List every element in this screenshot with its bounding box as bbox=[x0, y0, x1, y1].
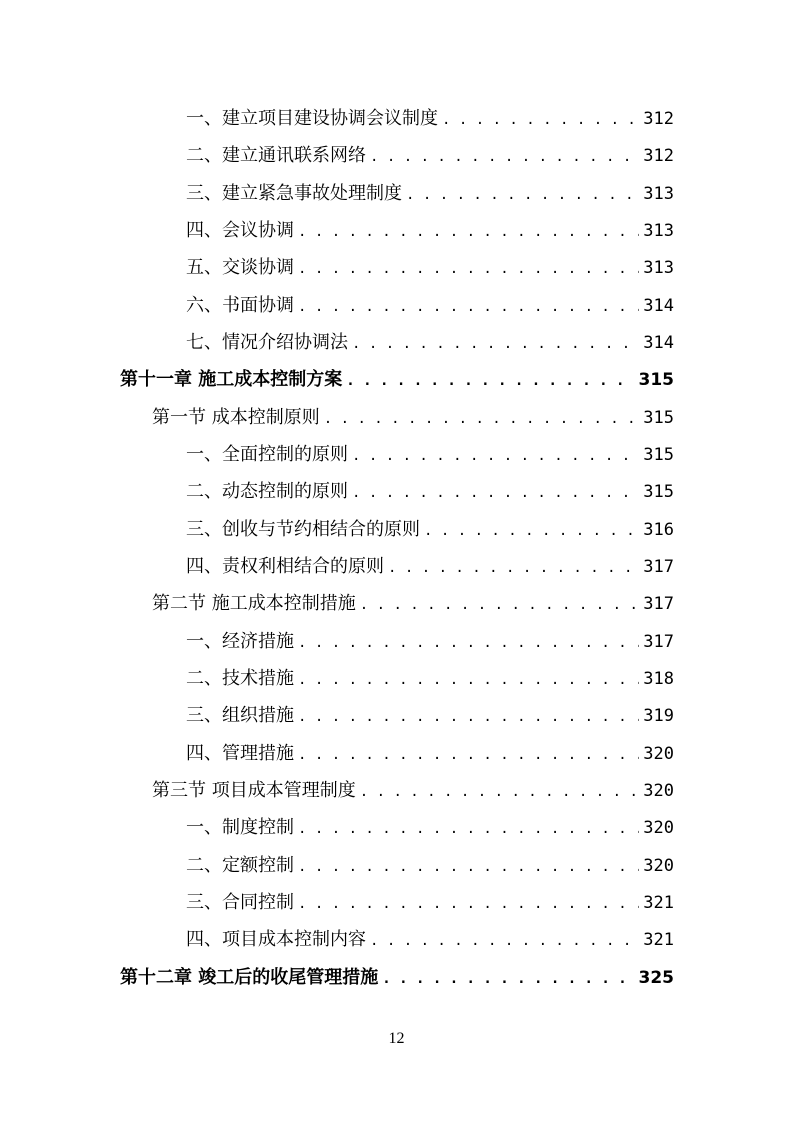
toc-entry[interactable] bbox=[120, 175, 674, 212]
toc-entry-page: 321 bbox=[643, 892, 674, 913]
toc-entry[interactable] bbox=[120, 697, 674, 734]
toc-entry[interactable] bbox=[120, 585, 674, 622]
toc-entry-page: 315 bbox=[643, 482, 674, 503]
toc-entry-title: 第十一章 施工成本控制方案 bbox=[120, 369, 343, 391]
toc-leader-dots bbox=[298, 662, 639, 699]
toc-leader-dots bbox=[298, 886, 639, 923]
toc-leader-dots bbox=[298, 214, 639, 251]
toc-entry[interactable] bbox=[120, 324, 674, 361]
toc-entry-title: 三、组织措施 bbox=[186, 705, 294, 727]
page-number: 12 bbox=[388, 1030, 405, 1047]
toc-entry[interactable] bbox=[120, 511, 674, 548]
toc-entry-page: 314 bbox=[643, 295, 674, 316]
table-of-contents bbox=[120, 100, 674, 996]
toc-entry[interactable] bbox=[120, 921, 674, 958]
toc-entry-page: 313 bbox=[643, 258, 674, 279]
toc-leader-dots bbox=[298, 699, 639, 736]
toc-entry-title: 一、建立项目建设协调会议制度 bbox=[186, 108, 438, 129]
toc-leader-dots bbox=[406, 177, 639, 214]
toc-leader-dots bbox=[388, 550, 639, 587]
toc-entry-page: 319 bbox=[643, 706, 674, 727]
toc-entry[interactable] bbox=[120, 772, 674, 809]
toc-entry-page: 317 bbox=[643, 594, 674, 615]
toc-entry-title: 七、情况介绍协调法 bbox=[186, 331, 348, 353]
toc-entry-page: 317 bbox=[643, 631, 674, 652]
toc-entry[interactable] bbox=[120, 735, 674, 772]
toc-entry-title: 四、会议协调 bbox=[186, 219, 294, 241]
toc-leader-dots bbox=[382, 961, 634, 998]
toc-leader-dots bbox=[298, 849, 639, 886]
toc-entry[interactable] bbox=[120, 548, 674, 585]
toc-leader-dots bbox=[346, 363, 634, 400]
toc-entry[interactable] bbox=[120, 473, 674, 510]
toc-leader-dots bbox=[298, 251, 639, 288]
toc-leader-dots bbox=[298, 625, 639, 662]
toc-entry[interactable] bbox=[120, 809, 674, 846]
toc-leader-dots bbox=[424, 513, 639, 550]
toc-leader-dots bbox=[298, 737, 639, 774]
toc-entry[interactable] bbox=[120, 884, 674, 921]
toc-entry-title: 第一节 成本控制原则 bbox=[152, 406, 320, 428]
toc-entry-title: 第十二章 竣工后的收尾管理措施 bbox=[120, 966, 379, 988]
toc-entry-title: 二、技术措施 bbox=[186, 667, 294, 689]
toc-entry[interactable] bbox=[120, 660, 674, 697]
toc-leader-dots bbox=[370, 923, 639, 960]
toc-entry-title: 六、书面协调 bbox=[186, 294, 294, 316]
toc-leader-dots bbox=[352, 326, 639, 363]
toc-entry[interactable] bbox=[120, 137, 674, 174]
toc-entry-page: 320 bbox=[643, 780, 674, 801]
toc-entry-page: 314 bbox=[643, 332, 674, 353]
toc-entry-title: 三、合同控制 bbox=[186, 891, 294, 913]
toc-entry-page: 313 bbox=[643, 183, 674, 204]
toc-entry[interactable] bbox=[120, 361, 674, 398]
toc-entry-title: 第三节 项目成本管理制度 bbox=[152, 779, 356, 801]
toc-entry-title: 三、建立紧急事故处理制度 bbox=[186, 182, 402, 204]
toc-entry[interactable] bbox=[120, 212, 674, 249]
toc-entry-page: 315 bbox=[643, 407, 674, 428]
toc-leader-dots bbox=[298, 289, 639, 326]
toc-entry-page: 325 bbox=[638, 967, 674, 988]
toc-entry-page: 312 bbox=[643, 146, 674, 167]
toc-entry-title: 一、全面控制的原则 bbox=[186, 443, 348, 465]
toc-entry-title: 二、定额控制 bbox=[186, 854, 294, 876]
toc-entry-title: 四、管理措施 bbox=[186, 742, 294, 764]
toc-entry-page: 312 bbox=[643, 109, 674, 129]
toc-entry-page: 320 bbox=[643, 818, 674, 839]
toc-leader-dots bbox=[352, 438, 639, 475]
toc-entry-title: 一、制度控制 bbox=[186, 817, 294, 839]
toc-entry[interactable] bbox=[120, 100, 674, 137]
toc-entry[interactable] bbox=[120, 436, 674, 473]
toc-entry-page: 315 bbox=[643, 444, 674, 465]
toc-entry-page: 321 bbox=[643, 930, 674, 951]
toc-leader-dots bbox=[352, 475, 639, 512]
toc-entry[interactable] bbox=[120, 399, 674, 436]
toc-entry[interactable] bbox=[120, 287, 674, 324]
toc-leader-dots bbox=[298, 811, 639, 848]
toc-leader-dots bbox=[360, 587, 640, 624]
toc-entry-title: 四、责权利相结合的原则 bbox=[186, 555, 384, 577]
toc-entry-page: 315 bbox=[638, 370, 674, 391]
toc-entry[interactable] bbox=[120, 959, 674, 996]
toc-leader-dots bbox=[324, 401, 640, 438]
toc-entry-page: 317 bbox=[643, 556, 674, 577]
toc-entry[interactable] bbox=[120, 623, 674, 660]
toc-leader-dots bbox=[442, 102, 639, 139]
toc-leader-dots bbox=[370, 139, 639, 176]
toc-entry[interactable] bbox=[120, 847, 674, 884]
toc-leader-dots bbox=[360, 774, 640, 811]
toc-entry-page: 318 bbox=[643, 668, 674, 689]
toc-entry-title: 二、动态控制的原则 bbox=[186, 481, 348, 503]
toc-entry-page: 316 bbox=[643, 519, 674, 540]
toc-entry-title: 第二节 施工成本控制措施 bbox=[152, 593, 356, 615]
toc-entry-title: 三、创收与节约相结合的原则 bbox=[186, 518, 420, 540]
toc-entry-title: 四、项目成本控制内容 bbox=[186, 929, 366, 951]
toc-entry-title: 二、建立通讯联系网络 bbox=[186, 145, 366, 167]
toc-entry-page: 320 bbox=[643, 855, 674, 876]
toc-entry-page: 313 bbox=[643, 220, 674, 241]
toc-entry-page: 320 bbox=[643, 743, 674, 764]
toc-entry-title: 五、交谈协调 bbox=[186, 257, 294, 279]
toc-entry-title: 一、经济措施 bbox=[186, 630, 294, 652]
toc-entry[interactable] bbox=[120, 249, 674, 286]
